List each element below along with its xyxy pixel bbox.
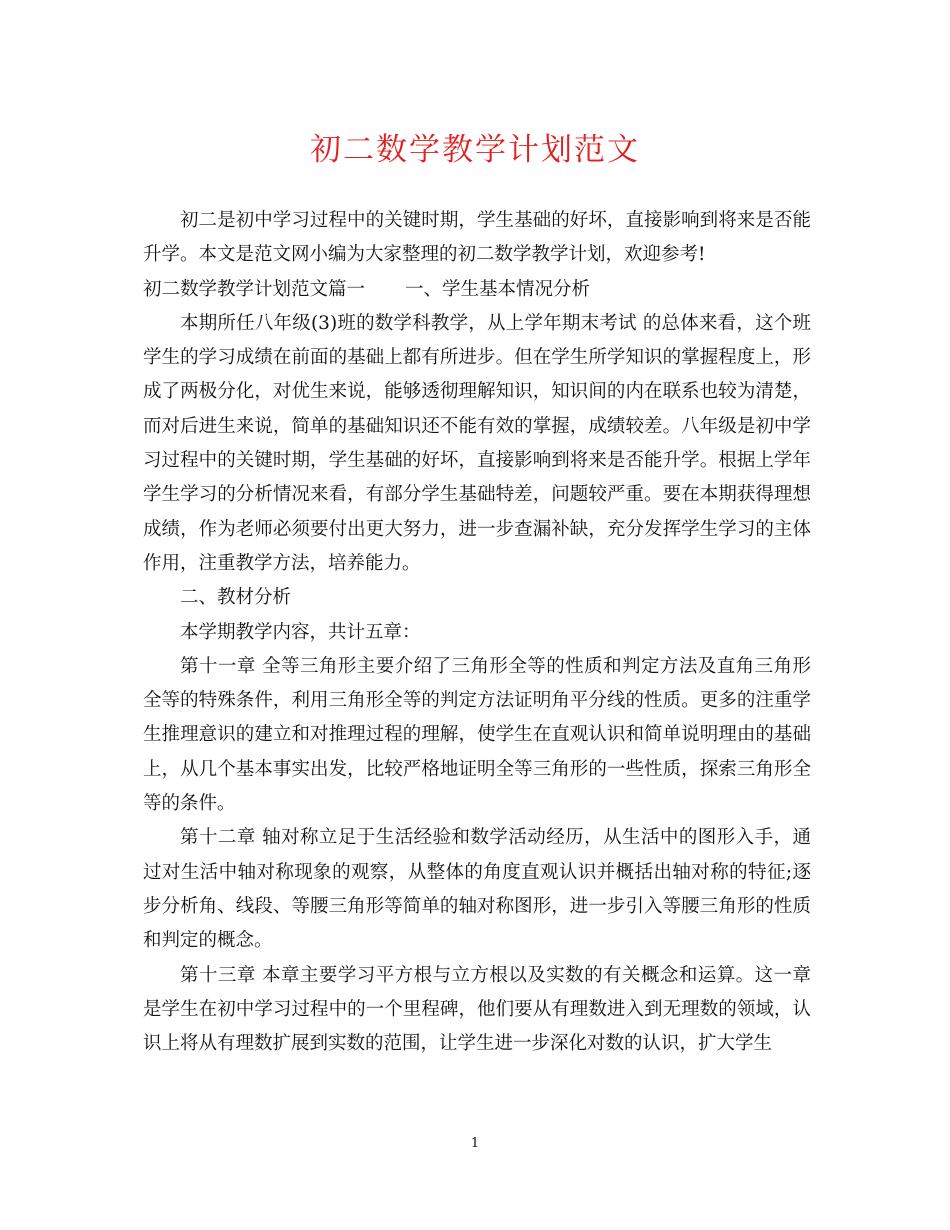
- intro-paragraph: 初二是初中学习过程中的关键时期，学生基础的好坏，直接影响到将来是否能升学。本文是范文网小编为大家整理的初二数学教学计划，欢迎参考!: [143, 210, 811, 266]
- section-heading-line: [143, 273, 811, 307]
- document-body: [143, 204, 811, 1061]
- body-paragraph: 本学期教学内容，共计五章：: [180, 621, 421, 643]
- page-number: 1: [470, 1136, 480, 1151]
- body-paragraph: 第十一章 全等三角形主要介绍了三角形全等的性质和判定方法及直角三角形全等的特殊条件，利用三角形全等的判定方法证明角平分线的性质。更多的注重学生推理意识的建立和对推理过程的理解，使学生在直观认识和简单说明理由的基础上，从几个基本事实出发，比较严格地证明全等三角形的一些性质，探索三角形全等的条件。: [143, 655, 811, 815]
- section-heading-left: 初二数学教学计划范文篇一: [143, 278, 366, 300]
- body-paragraph: 本期所任八年级(3)班的数学科教学，从上学年期末考试 的总体来看，这个班学生的学习成绩在前面的基础上都有所进步。但在学生所学知识的掌握程度上，形成了两极分化，对优生来说，能够透彻理解知识，知识间的内在联系也较为清楚，而对后进生来说，简单的基础知识还不能有效的掌握，成绩较差。八年级是初中学习过程中的关键时期，学生基础的好坏，直接影响到将来是否能升学。根据上学年学生学习的分析情况来看，有部分学生基础特差，问题较严重。要在本期获得理想成绩，作为老师必须要付出更大努力，进一步查漏补缺，充分发挥学生学习的主体作用，注重教学方法，培养能力。: [143, 312, 811, 574]
- body-paragraph: 第十三章 本章主要学习平方根与立方根以及实数的有关概念和运算。这一章是学生在初中学习过程中的一个里程碑，他们要从有理数进入到无理数的领域，认识上将从有理数扩展到实数的范围，让学生进一步深化对数的认识，扩大学生: [143, 964, 811, 1055]
- document-title: 初二数学教学计划范文: [310, 132, 640, 168]
- section-heading-right: 一、学生基本情况分析: [405, 278, 591, 300]
- section-heading: 二、教材分析: [180, 587, 292, 609]
- body-paragraph: 第十二章 轴对称立足于生活经验和数学活动经历，从生活中的图形入手，通过对生活中轴对称现象的观察，从整体的角度直观认识并概括出轴对称的特征;逐步分析角、线段、等腰三角形等简单的轴对称图形，进一步引入等腰三角形的性质和判定的概念。: [143, 827, 811, 952]
